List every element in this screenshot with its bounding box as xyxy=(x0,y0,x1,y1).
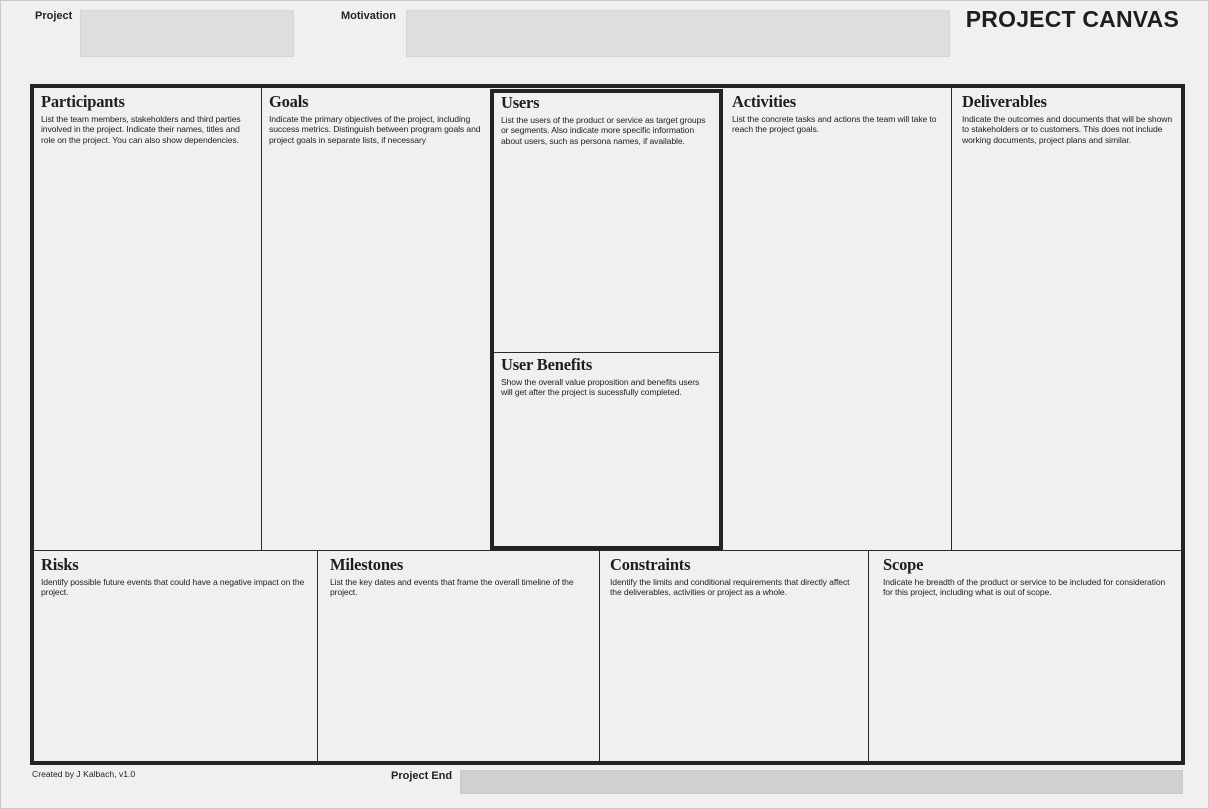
goals-section[interactable] xyxy=(262,88,490,550)
risks-section[interactable] xyxy=(34,551,317,761)
milestones-title: Milestones xyxy=(330,555,404,574)
deliverables-section[interactable] xyxy=(955,88,1181,550)
divider-activities-deliverables xyxy=(951,88,952,550)
project-label: Project xyxy=(35,10,73,22)
project-end-label: Project End xyxy=(391,770,453,782)
users-title: Users xyxy=(501,93,540,112)
user-benefits-title: User Benefits xyxy=(501,355,593,374)
users-section[interactable] xyxy=(494,89,719,347)
participants-title: Participants xyxy=(41,92,125,111)
goals-description: Indicate the primary objectives of the project, including success metrics. Distinguish between program goals and project goals in separate lists, if necessary xyxy=(269,114,481,145)
motivation-label: Motivation xyxy=(341,10,396,22)
user-benefits-section[interactable] xyxy=(494,351,719,546)
divider-risks-milestones xyxy=(317,550,318,761)
constraints-description: Identify the limits and conditional requirements that directly affect the deliverables, activities or project as a whole. xyxy=(610,577,850,598)
constraints-section[interactable] xyxy=(603,551,868,761)
deliverables-title: Deliverables xyxy=(962,92,1047,111)
risks-title: Risks xyxy=(41,555,79,574)
deliverables-description: Indicate the outcomes and documents that will be shown to stakeholders or to customers. This does not include working documents, project plans and similar. xyxy=(962,114,1173,145)
divider-milestones-constraints xyxy=(599,550,600,761)
participants-description: List the team members, stakeholders and third parties involved in the project. Indicate their names, titles and role on the project. You can also show dependencies. xyxy=(41,114,241,145)
milestones-section[interactable] xyxy=(323,551,599,761)
activities-section[interactable] xyxy=(725,88,951,550)
divider-constraints-scope xyxy=(868,550,869,761)
user-benefits-description: Show the overall value proposition and benefits users will get after the project is sucessfully completed. xyxy=(501,377,700,398)
activities-description: List the concrete tasks and actions the team will take to reach the project goals. xyxy=(732,114,937,135)
activities-title: Activities xyxy=(732,92,796,111)
constraints-title: Constraints xyxy=(610,555,691,574)
project-canvas xyxy=(30,84,1185,765)
credit-text: Created by J Kalbach, v1.0 xyxy=(32,769,136,779)
users-description: List the users of the product or service as target groups or segments. Also indicate more specific information about users, such as persona names, if available. xyxy=(501,115,706,146)
participants-section[interactable] xyxy=(34,88,261,550)
goals-title: Goals xyxy=(269,92,309,111)
project-end-field[interactable] xyxy=(460,770,1183,794)
page-title: PROJECT CANVAS xyxy=(965,6,1179,32)
milestones-description: List the key dates and events that frame the overall timeline of the project. xyxy=(330,577,574,598)
project-field[interactable] xyxy=(80,10,294,57)
motivation-field[interactable] xyxy=(406,10,950,57)
scope-description: Indicate he breadth of the product or service to be included for consideration for this project, including what is out of scope. xyxy=(883,577,1166,598)
scope-section[interactable] xyxy=(876,551,1181,761)
risks-description: Identify possible future events that could have a negative impact on the project. xyxy=(41,577,305,598)
scope-title: Scope xyxy=(883,555,924,574)
